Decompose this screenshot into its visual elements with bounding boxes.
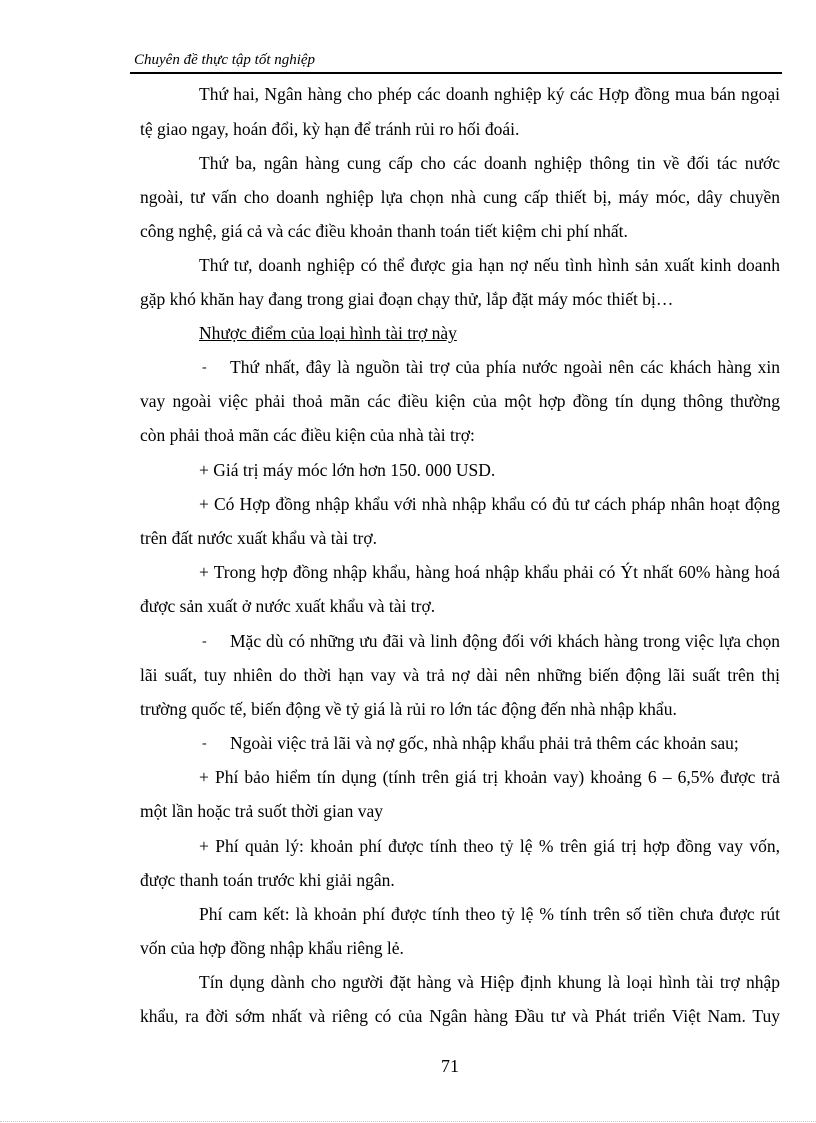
paragraph-line: gặp khó khăn hay đang trong giai đoạn chạy thử, lắp đặt máy móc thiết bị… — [140, 289, 674, 309]
bullet-marker: - — [202, 360, 207, 375]
fee-item: + Phí bảo hiểm tín dụng (tính trên giá trị khoản vay) khoảng 6 – 6,5% được trả — [199, 767, 780, 787]
paragraph-line: khẩu, ra đời sớm nhất và riêng có của Ngân hàng Đầu tư và Phát triển Việt Nam. Tuy — [140, 1006, 780, 1026]
paragraph-line: Thứ ba, ngân hàng cung cấp cho các doanh nghiệp thông tin về đối tác nước — [199, 153, 780, 173]
condition-item: + Giá trị máy móc lớn hơn 150. 000 USD. — [199, 460, 496, 480]
paragraph-line: lãi suất, tuy nhiên do thời hạn vay và trả nợ dài nên những biến động lãi suất trên thị — [140, 665, 780, 685]
paragraph-line: được thanh toán trước khi giải ngân. — [140, 870, 395, 890]
paragraph-line: tệ giao ngay, hoán đổi, kỳ hạn để tránh rủi ro hối đoái. — [140, 119, 520, 139]
condition-item: + Trong hợp đồng nhập khẩu, hàng hoá nhập khẩu phải có Ýt nhất 60% hàng hoá — [199, 562, 780, 582]
paragraph-line: Tín dụng dành cho người đặt hàng và Hiệp định khung là loại hình tài trợ nhập — [199, 972, 780, 992]
paragraph-line: ngoài, tư vấn cho doanh nghiệp lựa chọn nhà cung cấp thiết bị, máy móc, dây chuyền — [140, 187, 780, 207]
fee-item: + Phí quản lý: khoản phí được tính theo tỷ lệ % trên giá trị hợp đồng vay vốn, — [199, 836, 780, 856]
paragraph-line: còn phải thoả mãn các điều kiện của nhà tài trợ: — [140, 425, 475, 445]
section-heading: Nhược điểm của loại hình tài trợ này — [199, 323, 457, 343]
page-edge-divider — [0, 1121, 816, 1122]
paragraph-line: trên đất nước xuất khẩu và tài trợ. — [140, 528, 377, 548]
paragraph-line: Ngoài việc trả lãi và nợ gốc, nhà nhập khẩu phải trả thêm các khoản sau; — [230, 733, 739, 753]
paragraph-line: được sản xuất ở nước xuất khẩu và tài trợ. — [140, 596, 436, 616]
paragraph-line: một lần hoặc trả suốt thời gian vay — [140, 801, 384, 821]
condition-item: + Có Hợp đồng nhập khẩu với nhà nhập khẩu có đủ tư cách pháp nhân hoạt động — [199, 494, 780, 514]
paragraph-line: Thứ nhất, đây là nguồn tài trợ của phía nước ngoài nên các khách hàng xin — [230, 357, 780, 377]
paragraph-line: công nghệ, giá cả và các điều khoản thanh toán tiết kiệm chi phí nhất. — [140, 221, 628, 241]
paragraph-line: Mặc dù có những ưu đãi và linh động đối với khách hàng trong việc lựa chọn — [230, 631, 780, 651]
running-header: Chuyên đề thực tập tốt nghiệp — [134, 52, 316, 68]
paragraph-line: vốn của hợp đồng nhập khẩu riêng lẻ. — [140, 938, 404, 958]
paragraph-line: vay ngoài việc phải thoả mãn các điều kiện của một hợp đồng tín dụng thông thường — [140, 391, 780, 411]
paragraph-line: Thứ hai, Ngân hàng cho phép các doanh nghiệp ký các Hợp đồng mua bán ngoại — [199, 84, 780, 104]
page-number: 71 — [441, 1056, 459, 1076]
paragraph-line: Phí cam kết: là khoản phí được tính theo tỷ lệ % tính trên số tiền chưa được rút — [199, 904, 780, 924]
header-rule — [130, 72, 782, 74]
paragraph-line: trường quốc tế, biến động về tỷ giá là rủi ro lớn tác động đến nhà nhập khẩu. — [140, 699, 677, 719]
bullet-marker: - — [202, 634, 207, 649]
bullet-marker: - — [202, 736, 207, 751]
paragraph-line: Thứ tư, doanh nghiệp có thể được gia hạn nợ nếu tình hình sản xuất kinh doanh — [199, 255, 780, 275]
